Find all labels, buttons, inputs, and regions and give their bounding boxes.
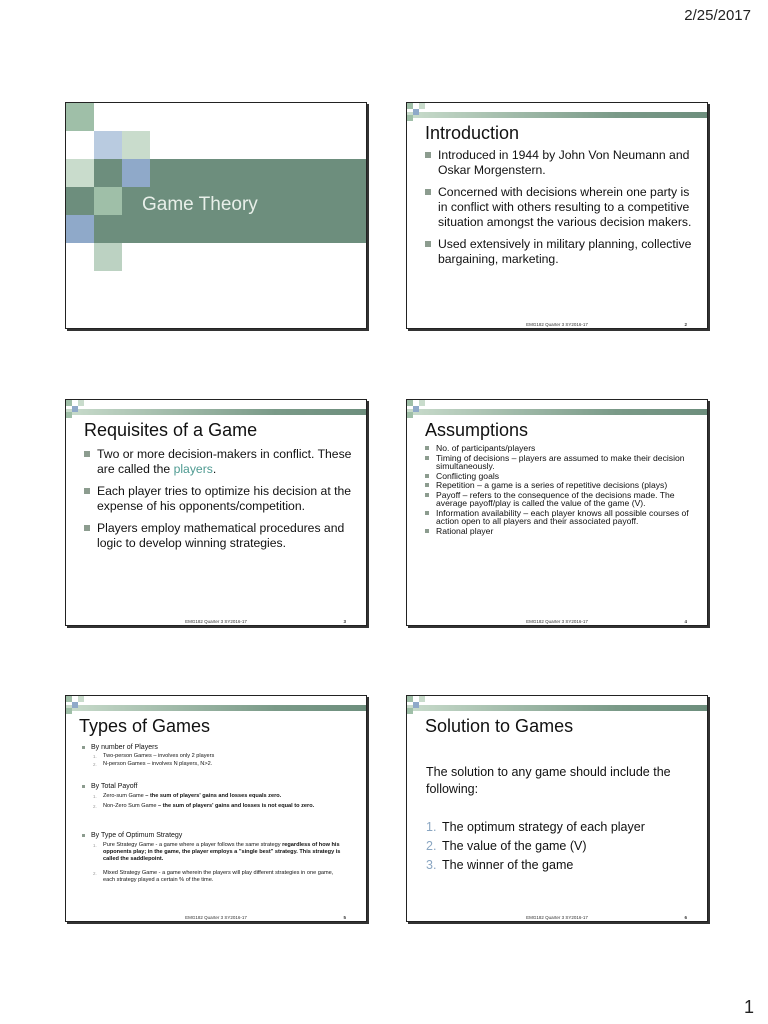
group-item-text-bold: regardless of how his opponents play; in the game, the player employs a "single best" strategy. This strategy is called the saddlepoint. <box>103 842 341 862</box>
page-date: 2/25/2017 <box>684 7 751 24</box>
decor-square <box>94 187 122 215</box>
decor-square <box>407 708 413 714</box>
decor-square <box>419 696 425 702</box>
slide-3-requisites <box>65 399 367 626</box>
group-item: 1. Pure Strategy Game - a game where a player follows the same strategy regardless of how his opponents play; in the game, the player employs a "single best" strategy. This strategy is called the saddlepoint. <box>93 842 341 862</box>
slide-title: Requisites of a Game <box>84 420 258 440</box>
bullet-item: Timing of decisions – players are assumed to make their decision simultaneously. <box>425 454 697 471</box>
title-bar <box>407 705 707 711</box>
list-text: The winner of the game <box>442 858 574 872</box>
slide-number: 5 <box>343 915 346 920</box>
bullet-item: Rational player <box>425 527 697 536</box>
bullet-list <box>84 447 356 558</box>
slide-2-introduction <box>406 102 708 329</box>
group-item-text: Non-Zero Sum Game <box>103 803 159 809</box>
players-highlight: players <box>173 462 213 476</box>
decor-square <box>72 406 78 412</box>
group-heading: By Type of Optimum Strategy <box>82 832 182 839</box>
group-item-text-bold: – the sum of players' gains and losses is not equal to zero. <box>158 803 315 809</box>
group-item-text: Pure Strategy Game - a game where a player follows the same strategy <box>103 842 283 848</box>
bullet-item <box>84 447 356 477</box>
title-bar <box>407 112 707 118</box>
decor-square <box>413 109 419 115</box>
bullet-item: No. of participants/players <box>425 444 697 453</box>
bullet-item: Used extensively in military planning, collective bargaining, marketing. <box>425 237 697 267</box>
slide-title: Introduction <box>425 123 520 143</box>
decor-square <box>94 131 122 159</box>
slide-number: 4 <box>684 619 687 624</box>
footer-code: EMG182 Quarter 3 SY2016-17 <box>526 915 588 920</box>
decor-square <box>78 696 84 702</box>
decor-square <box>94 243 122 271</box>
decor-square <box>66 159 94 187</box>
list-text: The optimum strategy of each player <box>442 820 645 834</box>
footer-code: EMG182 Quarter 3 SY2016-17 <box>526 322 588 327</box>
footer-code: EMG182 Quarter 3 SY2016-17 <box>185 619 247 624</box>
decor-square <box>419 400 425 406</box>
bullet-item: Players employ mathematical procedures and logic to develop winning strategies. <box>84 521 356 551</box>
bullet-item: Payoff – refers to the consequence of the decisions made. The average payoff/play is called the value of the game (V). <box>425 491 697 508</box>
decor-square <box>122 131 150 159</box>
list-number: 2. <box>426 839 437 853</box>
list-text: The value of the game (V) <box>442 839 587 853</box>
decor-square <box>122 159 150 187</box>
bullet-item: Information availability – each player knows all possible courses of action open to all players and their associated payoff. <box>425 509 697 526</box>
list-number: 1. <box>426 820 437 834</box>
footer-code: EMG182 Quarter 3 SY2016-17 <box>185 915 247 920</box>
title-bar <box>66 409 366 415</box>
decor-square <box>407 115 413 121</box>
decor-square <box>66 215 94 243</box>
bullet-text: . <box>212 462 217 476</box>
bullet-list <box>425 444 697 536</box>
decor-square <box>407 412 413 418</box>
page-number: 1 <box>743 997 754 1017</box>
slide-title: Types of Games <box>79 716 211 736</box>
solution-list <box>426 818 645 875</box>
group-item: 1. Zero-sum Game – the sum of players' gains and losses equals zero. <box>93 793 282 799</box>
decor-square <box>72 702 78 708</box>
decor-square <box>66 103 94 131</box>
group-item-text: N-person Games – involves N players, N>2. <box>103 761 213 767</box>
list-item <box>426 818 645 837</box>
bullet-item: Each player tries to optimize his decision at the expense of his opponents/competition. <box>84 484 356 514</box>
footer-code: EMG182 Quarter 3 SY2016-17 <box>526 619 588 624</box>
bullet-item: Concerned with decisions wherein one party is in conflict with others resulting to a competitive situation amongst the various decision makers. <box>425 185 697 230</box>
group-item-text: Mixed Strategy Game - a game wherein the players will play different strategies in one game, each strategy played a certain % of the time. <box>103 870 334 883</box>
group-heading: By Total Payoff <box>82 783 137 790</box>
bullet-text: Two or more decision-makers in conflict. These are called the <box>97 447 352 476</box>
group-item: 2. N-person Games – involves N players, N>2. <box>93 761 213 767</box>
solution-intro: The solution to any game should include the following: <box>426 765 671 796</box>
slide-number: 3 <box>343 619 346 624</box>
bullet-list <box>425 148 697 274</box>
slide-5-types-of-games <box>65 695 367 922</box>
group-heading: By number of Players <box>82 744 158 751</box>
decor-square <box>66 708 72 714</box>
group-item-text-bold: – the sum of players' gains and losses equals zero. <box>145 793 282 799</box>
bullet-item: Repetition – a game is a series of repetitive decisions (plays) <box>425 481 697 490</box>
list-item <box>426 837 645 856</box>
group-item: 2. Mixed Strategy Game - a game wherein the players will play different strategies in one game, each strategy played a certain % of the time. <box>93 870 334 883</box>
group-item: 1. Two-person Games – involves only 2 players <box>93 753 215 759</box>
group-item: 2. Non-Zero Sum Game – the sum of players' gains and losses is not equal to zero. <box>93 803 315 809</box>
bullet-item: Conflicting goals <box>425 472 697 481</box>
title-bar <box>407 409 707 415</box>
list-number: 3. <box>426 858 437 872</box>
decor-square <box>413 702 419 708</box>
list-item <box>426 856 645 875</box>
slide-6-solution <box>406 695 708 922</box>
slide-number: 2 <box>684 322 687 327</box>
slide-number: 6 <box>684 915 687 920</box>
slide-title: Solution to Games <box>425 716 574 736</box>
decor-square <box>413 406 419 412</box>
slide-title: Game Theory <box>142 194 258 215</box>
slide-title: Assumptions <box>425 420 529 440</box>
decor-square <box>419 103 425 109</box>
title-bar <box>66 705 366 711</box>
bullet-item: Introduced in 1944 by John Von Neumann and Oskar Morgenstern. <box>425 148 697 178</box>
decor-square <box>78 400 84 406</box>
slide-1-game-theory <box>65 102 367 329</box>
decor-square <box>66 412 72 418</box>
slide-4-assumptions <box>406 399 708 626</box>
group-item-text: Two-person Games – involves only 2 players <box>103 753 215 759</box>
group-item-text: Zero-sum Game <box>103 793 146 799</box>
